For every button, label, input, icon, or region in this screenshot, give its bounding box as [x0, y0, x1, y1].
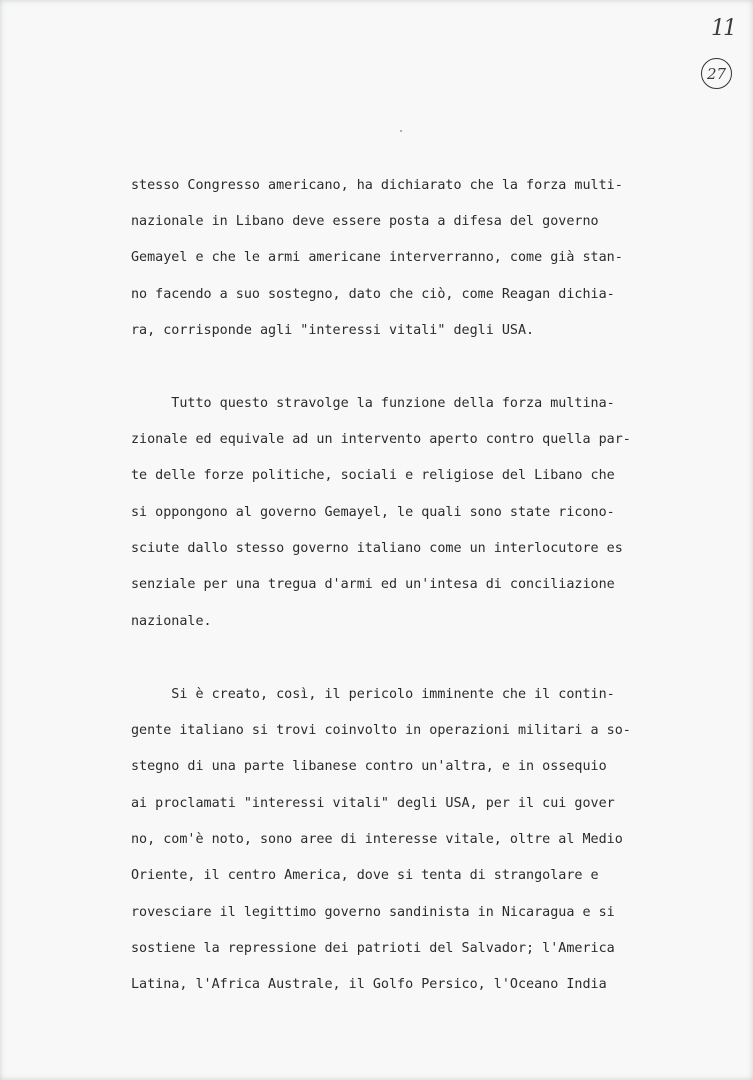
text-line: si oppongono al governo Gemayel, le quali sono state ricono- — [131, 505, 615, 520]
text-line: Latina, l'Africa Australe, il Golfo Persico, l'Oceano India — [131, 977, 607, 992]
text-line: Gemayel e che le armi americane interverranno, come già stan- — [131, 250, 623, 265]
text-line: senziale per una tregua d'armi ed un'intesa di conciliazione — [131, 577, 615, 592]
paragraph-3 — [131, 685, 701, 992]
text-line: ai proclamati "interessi vitali" degli USA, per il cui gover — [131, 796, 615, 811]
text-line: Oriente, il centro America, dove si tenta di strangolare e — [131, 868, 599, 883]
text-line: ra, corrisponde agli "interessi vitali" degli USA. — [131, 323, 535, 338]
text-line: te delle forze politiche, sociali e religiose del Libano che — [131, 468, 615, 483]
text-line: sciute dallo stesso governo italiano come un interlocutore es — [131, 541, 623, 556]
text-line: Tutto questo stravolge la funzione della forza multina- — [131, 396, 615, 411]
text-line: Si è creato, così, il pericolo imminente che il contin- — [131, 687, 615, 702]
handwritten-page-number: 11 — [711, 16, 735, 41]
text-line: nazionale. — [131, 614, 212, 629]
text-line: gente italiano si trovi coinvolto in operazioni militari a so- — [131, 723, 631, 738]
text-line: no, com'è noto, sono aree di interesse vitale, oltre al Medio — [131, 832, 623, 847]
text-line: stegno di una parte libanese contro un'altra, e in ossequio — [131, 759, 607, 774]
text-line: no facendo a suo sostegno, dato che ciò, come Reagan dichia- — [131, 287, 615, 302]
text-line: stesso Congresso americano, ha dichiarato che la forza multi- — [131, 178, 623, 193]
text-line: sostiene la repressione dei patrioti del Salvador; l'America — [131, 941, 615, 956]
text-line: zionale ed equivale ad un intervento aperto contro quella par- — [131, 432, 631, 447]
speck-mark — [400, 130, 402, 132]
handwritten-circled-number: 27 — [701, 58, 732, 89]
text-line: rovesciare il legittimo governo sandinista in Nicaragua e si — [131, 905, 615, 920]
paragraph-2 — [131, 394, 701, 629]
paragraph-1 — [131, 176, 701, 338]
text-line: nazionale in Libano deve essere posta a difesa del governo — [131, 214, 599, 229]
